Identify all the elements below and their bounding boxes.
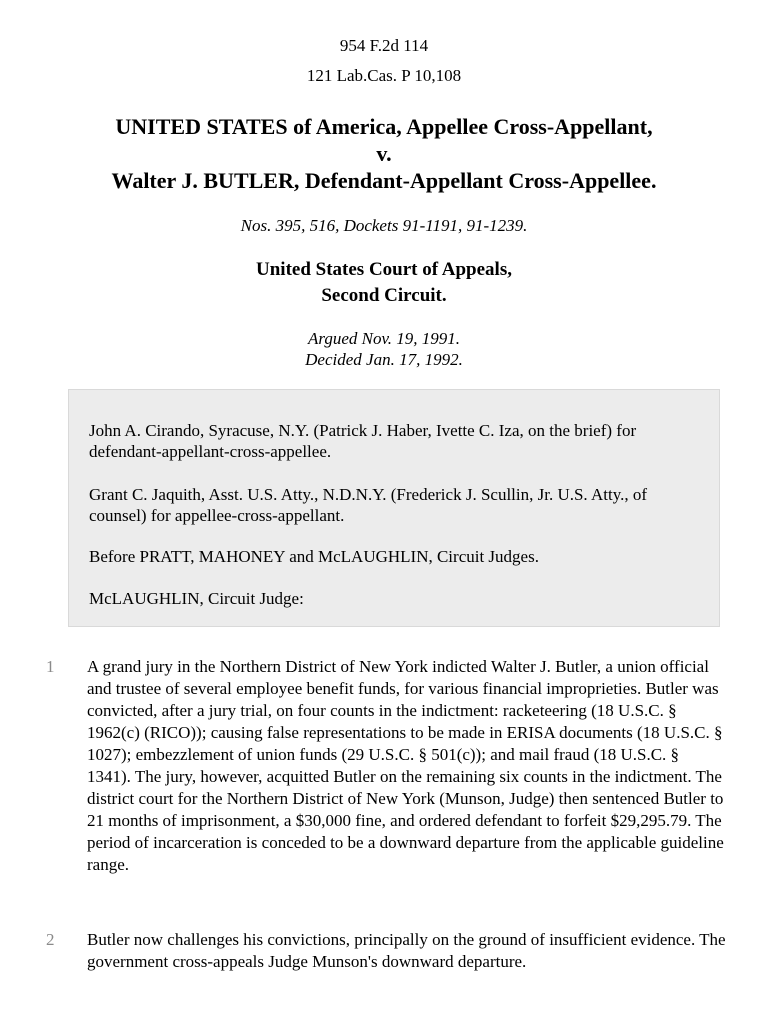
paragraph-number: 1 (46, 657, 55, 676)
caption-defendant: Walter J. BUTLER, Defendant-Appellant Cross-Appellee. (111, 168, 657, 193)
date-decided: Decided Jan. 17, 1992. (305, 350, 463, 369)
counsel-appellee: Grant C. Jaquith, Asst. U.S. Atty., N.D.N.Y. (Frederick J. Scullin, Jr. U.S. Atty., of counsel) for appellee-cross-appellant. (89, 485, 648, 525)
docket-numbers: Nos. 395, 516, Dockets 91-1191, 91-1239. (240, 216, 528, 235)
caption-plaintiff: UNITED STATES of America, Appellee Cross-Appellant, (115, 114, 653, 139)
counsel-defendant: John A. Cirando, Syracuse, N.Y. (Patrick J. Haber, Ivette C. Iza, on the brief) for defendant-appellant-cross-appellee. (89, 421, 637, 461)
counsel-panel (68, 389, 720, 627)
date-argued: Argued Nov. 19, 1991. (307, 329, 461, 348)
opinion-author: McLAUGHLIN, Circuit Judge: (89, 589, 304, 608)
paragraph-text: A grand jury in the Northern District of New York indicted Walter J. Butler, a union official and trustee of several employee benefit funds, for various financial improprieties. Butler was convicted, after a jury trial, on four counts in the indictment: racketeering (18 U.S.C. § 1962(c) (RICO)); causing false representations to be made in ERISA documents (18 U.S.C. § 1027); embezzlement of union funds (29 U.S.C. § 501(c)); and mail fraud (18 U.S.C. § 1341). The jury, however, acquitted Butler on the remaining six counts in the indictment. The district court for the Northern District of New York (Munson, Judge) then sentenced Butler to 21 months of imprisonment, a $30,000 fine, and ordered defendant to forfeit $29,295.79. The period of incarceration is conceded to be a downward departure from the applicable guideline range. (87, 657, 724, 874)
court-name: United States Court of Appeals, (256, 259, 512, 280)
citation-reporter: 954 F.2d 114 (339, 36, 429, 55)
panel-judges: Before PRATT, MAHONEY and McLAUGHLIN, Circuit Judges. (89, 547, 539, 566)
court-circuit: Second Circuit. (321, 285, 447, 306)
paragraph-text: Butler now challenges his convictions, principally on the ground of insufficient evidence. The government cross-appeals Judge Munson's downward departure. (87, 930, 726, 971)
paragraph-number: 2 (46, 930, 55, 949)
caption-versus: v. (376, 141, 392, 166)
citation-labcas: 121 Lab.Cas. P 10,108 (306, 66, 462, 85)
